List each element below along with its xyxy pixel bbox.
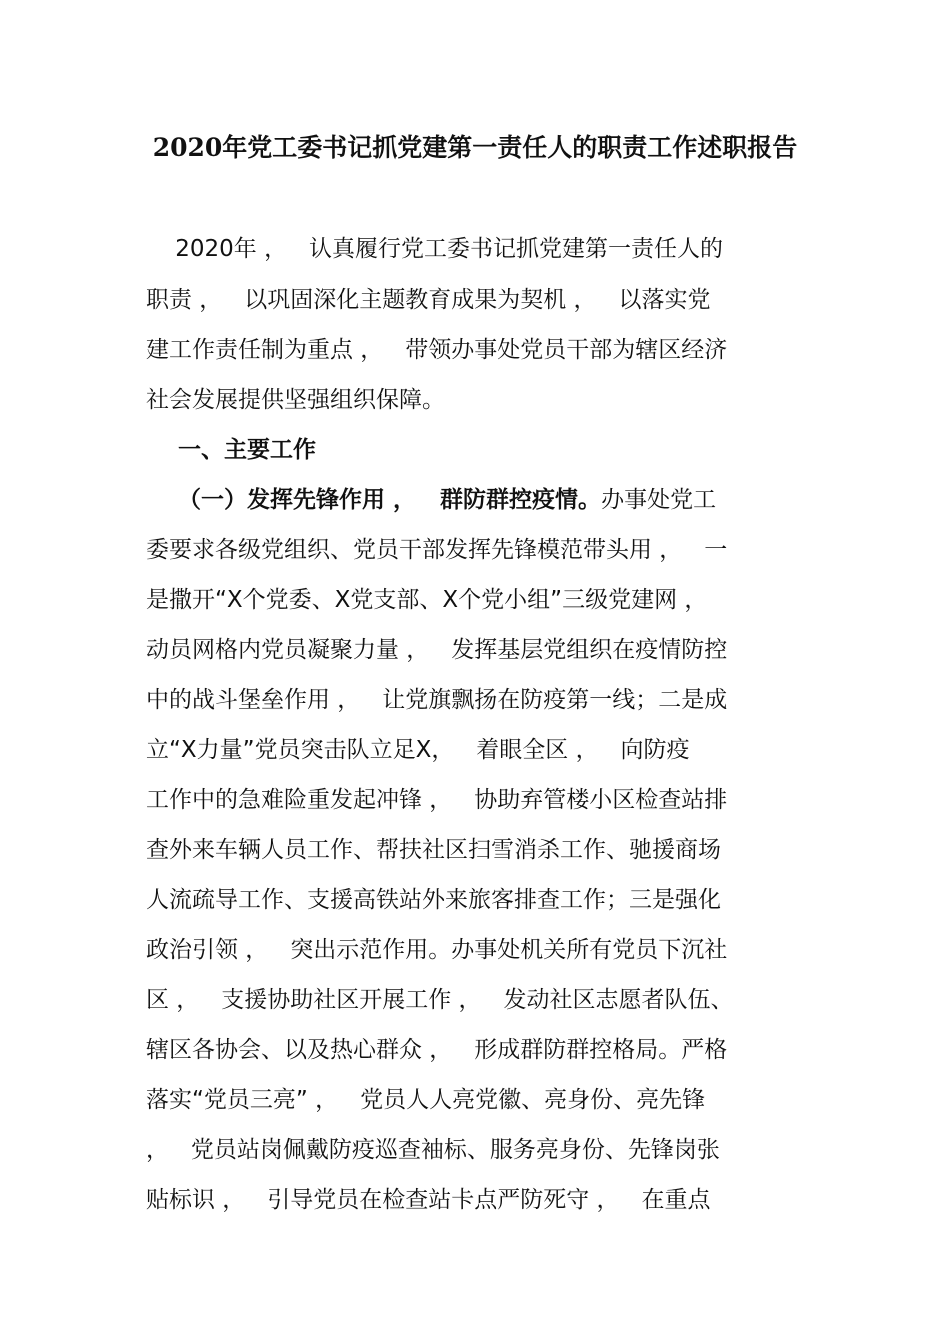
paragraph-line: 辖区各协会、以及热心群众 ， 形成群防群控格局。严格 xyxy=(146,1037,728,1063)
document-title: 2020年党工委书记抓党建第一责任人的职责工作述职报告 xyxy=(152,133,798,162)
paragraph-line: 职责 ， 以巩固深化主题教育成果为契机 ， 以落实党 xyxy=(146,287,711,313)
paragraph-line: 中的战斗堡垒作用 ， 让党旗飘扬在防疫第一线；二是成 xyxy=(146,687,728,713)
paragraph-line: 2020年 ， 认真履行党工委书记抓党建第一责任人的 xyxy=(146,236,724,262)
paragraph-line: 委要求各级党组织、党员干部发挥先锋模范带头用 ， 一 xyxy=(146,537,728,563)
paragraph-line: 贴标识 ， 引导党员在检查站卡点严防死守 ， 在重点 xyxy=(146,1187,711,1213)
subsection-heading: （一）发挥先锋作用 ， 群防群控疫情。 xyxy=(146,487,602,513)
section-heading: 一、主要工作 xyxy=(146,437,317,463)
paragraph-line: 人流疏导工作、支援高铁站外来旅客排查工作；三是强化 xyxy=(146,887,721,913)
paragraph-line: 立“X力量”党员突击队立足X， 着眼全区 ， 向防疫 xyxy=(146,737,690,763)
paragraph-line: ， 党员站岗佩戴防疫巡查袖标、服务亮身份、先锋岗张 xyxy=(146,1137,720,1163)
paragraph-line: 工作中的急难险重发起冲锋 ， 协助弃管楼小区检查站排 xyxy=(146,787,728,813)
paragraph-text: 办事处党工 xyxy=(601,487,717,513)
paragraph-line: 政治引领 ， 突出示范作用。办事处机关所有党员下沉社 xyxy=(146,937,728,963)
paragraph-line: 是撒开“X个党委、X党支部、X个党小组”三级党建网 ， xyxy=(146,587,708,613)
paragraph-line: 社会发展提供坚强组织保障。 xyxy=(146,387,445,413)
paragraph-line: 查外来车辆人员工作、帮扶社区扫雪消杀工作、驰援商场 xyxy=(146,837,721,863)
paragraph-line: 动员网格内党员凝聚力量 ， 发挥基层党组织在疫情防控 xyxy=(146,637,728,663)
paragraph-line: 区 ， 支援协助社区开展工作 ， 发动社区志愿者队伍、 xyxy=(146,987,734,1013)
paragraph-line: 建工作责任制为重点 ， 带领办事处党员干部为辖区经济 xyxy=(146,337,728,363)
paragraph-line: 落实“党员三亮” ， 党员人人亮党徽、亮身份、亮先锋 xyxy=(146,1087,706,1113)
subsection-line xyxy=(146,480,802,520)
